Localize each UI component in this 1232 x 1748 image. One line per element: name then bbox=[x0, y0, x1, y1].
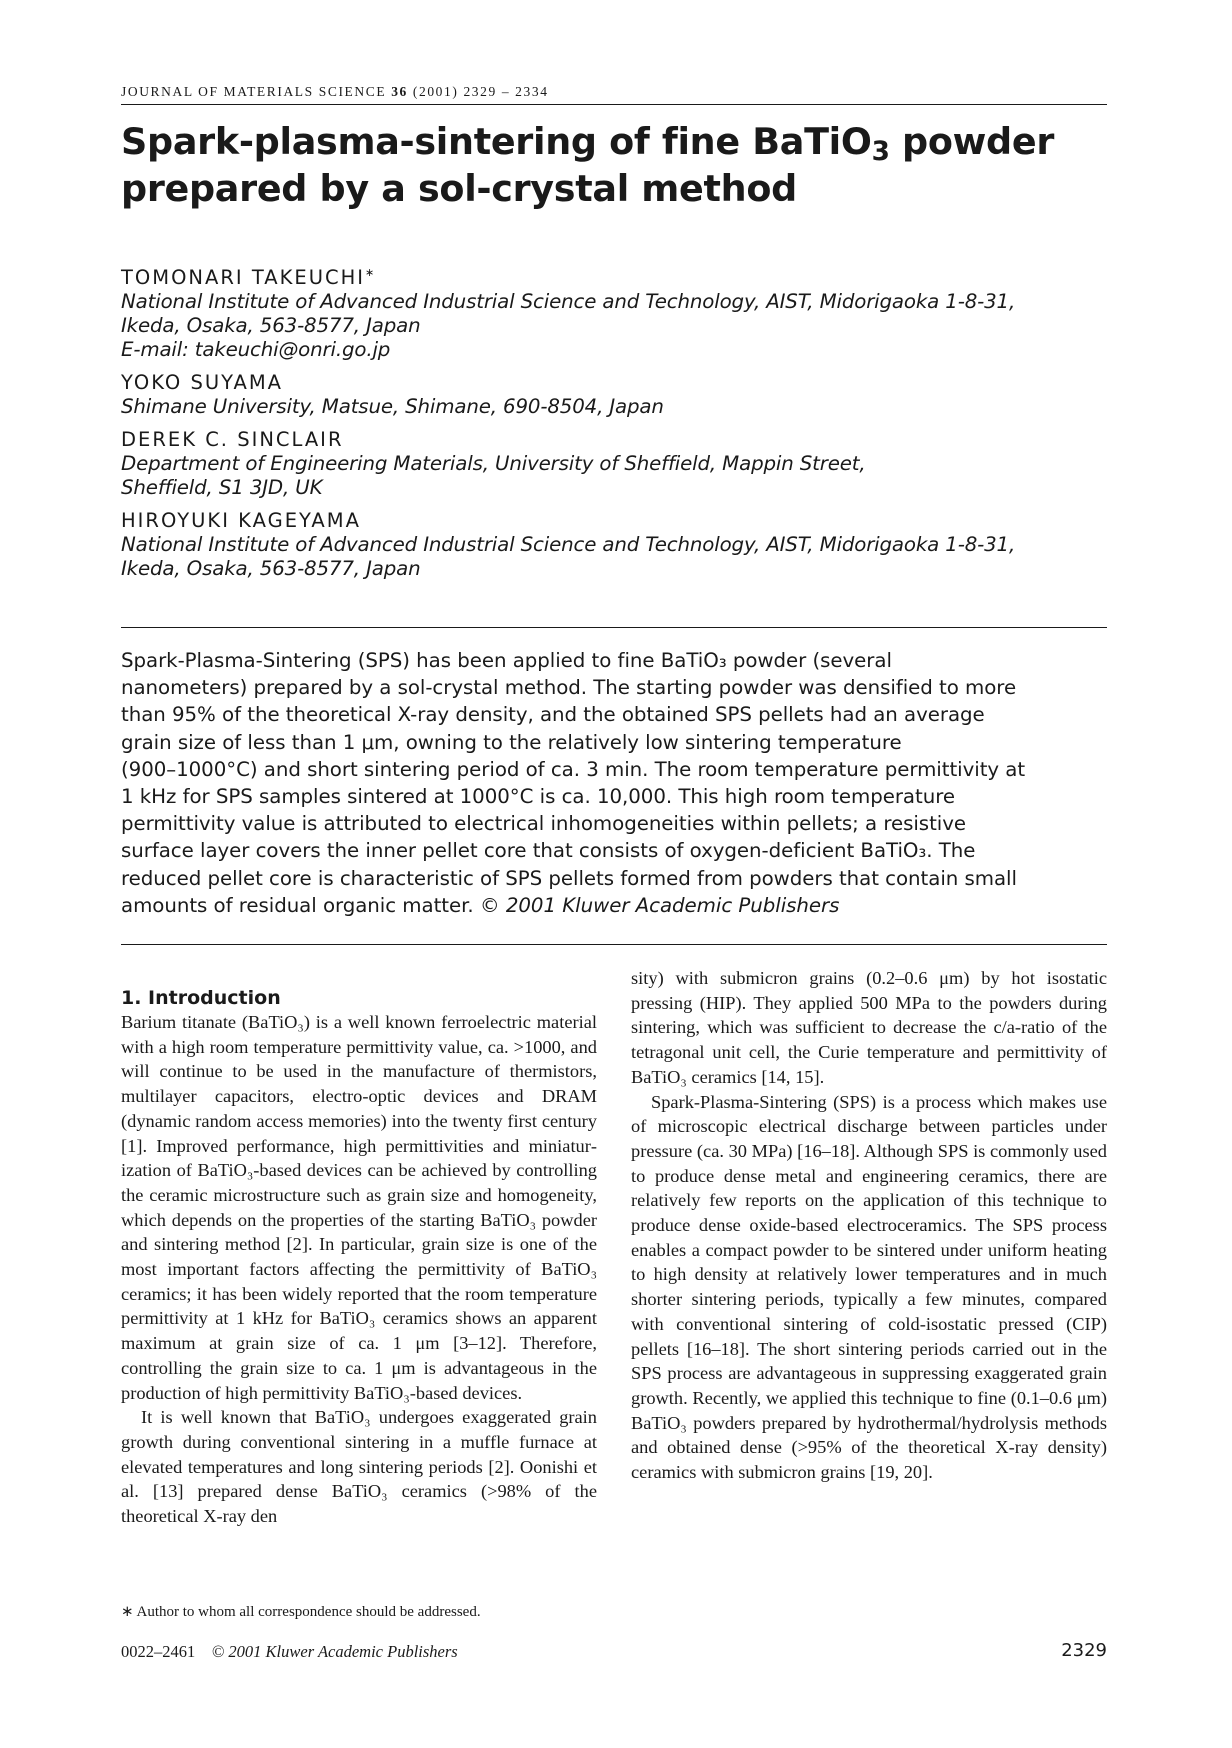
section-heading: 1. Introduction bbox=[121, 987, 281, 1009]
abstract-line: Spark-Plasma-Sintering (SPS) has been applied to fine BaTiO₃ powder (several bbox=[121, 649, 892, 672]
author-name: DEREK C. SINCLAIR bbox=[121, 428, 344, 451]
paragraph: Spark-Plasma-Sintering (SPS) is a process which makes use of microscopic electrical discharge between particles under pressure (ca. 30 MPa) [16–18]. Although SPS is commonly used to produce dense metal and engineering ceramics, there are relatively few reports on the application of this technique to produce dense oxide-based electroceramics. The SPS process enables a compact powder to be sintered under uniform heating to high density at relatively lower temperatures and in much shorter sintering periods, typically a few minutes, compared with conventional sintering of cold-isostatic pressed (CIP) pellets [16–18]. The short sintering periods carried out in the SPS process are advantageous in suppressing exaggerated grain growth. Recently, we applied this technique to fine (0.1–0.6 μm) BaTiO₃ powders prepared by hydrothermal/hydrolysis methods and obtained dense (>95% of the theoretical X-ray density) ceramics with submicron grains [19, 20]. bbox=[631, 1091, 1107, 1483]
author-affiliation: Department of Engineering Materials, University of Sheffield, Mappin Street, bbox=[121, 452, 866, 475]
journal-name: JOURNAL OF MATERIALS SCIENCE bbox=[121, 84, 387, 99]
abstract-line: permittivity value is attributed to electrical inhomogeneities within pellets; a resistive bbox=[121, 812, 966, 836]
footer-info bbox=[121, 1642, 458, 1662]
author-affiliation: Ikeda, Osaka, 563-8577, Japan bbox=[121, 314, 421, 337]
author-affiliation: Sheffield, S1 3JD, UK bbox=[121, 476, 323, 499]
abstract-top-rule bbox=[121, 627, 1107, 628]
issn: 0022–2461 bbox=[121, 1642, 196, 1661]
author-affiliation: Ikeda, Osaka, 563-8577, Japan bbox=[121, 557, 421, 580]
author-affiliation: E-mail: takeuchi@onri.go.jp bbox=[121, 338, 391, 361]
author-block bbox=[121, 371, 1111, 419]
paragraph: It is well known that BaTiO₃ undergoes exaggerated grain growth during conventional sintering in a muffle furnace at elevated temperatures and long sintering periods [2]. Oonishi et al. [13] prepared dense BaTiO₃ ceramics (>98% of the theoretical X-ray den bbox=[121, 1407, 597, 1527]
abstract-line: than 95% of the theoretical X-ray density, and the obtained SPS pellets had an average bbox=[121, 703, 985, 727]
author-block bbox=[121, 509, 1111, 581]
footnote: ∗ Author to whom all correspondence should be addressed. bbox=[121, 1604, 481, 1620]
abstract-copyright: © 2001 Kluwer Academic Publishers bbox=[479, 893, 840, 917]
abstract-bottom-rule bbox=[121, 944, 1107, 945]
paragraph: sity) with submicron grains (0.2–0.6 μm) by hot isostatic pressing (HIP). They applied 500 MPa to the powders during sintering, which was sufficient to decrease the c/a-ratio of the tetragonal unit cell, the Curie temperature and permittivity of BaTiO₃ ceramics [14, 15]. bbox=[631, 968, 1107, 1087]
running-head bbox=[121, 84, 1107, 100]
footer-copyright: © 2001 Kluwer Academic Publishers bbox=[211, 1642, 458, 1661]
author-list bbox=[121, 261, 1111, 590]
author-affiliation: Shimane University, Matsue, Shimane, 690-8504, Japan bbox=[121, 395, 664, 418]
abstract-line: nanometers) prepared by a sol-crystal method. The starting powder was densified to more bbox=[121, 676, 1017, 700]
header-rule bbox=[121, 104, 1107, 105]
author-block bbox=[121, 428, 1111, 500]
abstract-line: amounts of residual organic matter. © 2001 Kluwer Academic Publishers bbox=[121, 893, 840, 917]
abstract-line: grain size of less than 1 μm, owning to the relatively low sintering temperature bbox=[121, 730, 902, 754]
abstract-line: surface layer covers the inner pellet core that consists of oxygen-deficient BaTiO₃. The bbox=[121, 839, 976, 863]
page-number: 2329 bbox=[1061, 1640, 1107, 1661]
right-column bbox=[631, 966, 1107, 1485]
paragraph: Barium titanate (BaTiO₃) is a well known ferroelectric material with a high room temperature permittivity value, ca. >1000, and will continue to be used in the manufacture of thermistors, multilayer capacitors, electro-optic devices and DRAM (dynamic random access memories) into the twenty first century [1]. Improved performance, high permittivities and miniaturization of BaTiO₃-based devices can be achieved by controlling the ceramic microstructure such as grain size and homogeneity, which depends on the properties of the starting BaTiO₃ powder and sintering method [2]. In particular, grain size is one of the most important factors affecting the permittivity of BaTiO₃ ceramics; it has been widely reported that the room temperature permittivity at 1 kHz for BaTiO₃ ceramics shows an apparent maximum at grain size of ca. 1 μm [3–12]. Therefore, controlling the grain size to ca. 1 μm is advantageous in the production of high permittivity BaTiO₃-based devices. bbox=[121, 1012, 597, 1403]
author-affiliation: National Institute of Advanced Industrial Science and Technology, AIST, Midorigaoka 1-8-31, bbox=[121, 290, 1016, 313]
author-name: YOKO SUYAMA bbox=[121, 371, 284, 394]
left-column bbox=[121, 986, 597, 1529]
journal-volume: 36 bbox=[391, 84, 408, 99]
corresponding-author-mark: ∗ bbox=[365, 266, 377, 279]
author-block bbox=[121, 261, 1111, 362]
author-name: TOMONARI TAKEUCHI∗ bbox=[121, 266, 377, 289]
abstract-line: (900–1000°C) and short sintering period of ca. 3 min. The room temperature permittivity at bbox=[121, 757, 1026, 781]
abstract bbox=[121, 647, 1111, 919]
abstract-line: 1 kHz for SPS samples sintered at 1000°C is ca. 10,000. This high room temperature bbox=[121, 785, 955, 809]
author-affiliation: National Institute of Advanced Industrial Science and Technology, AIST, Midorigaoka 1-8-31, bbox=[121, 533, 1016, 556]
author-name: HIROYUKI KAGEYAMA bbox=[121, 509, 361, 532]
journal-year-pages: (2001) 2329 – 2334 bbox=[412, 84, 549, 99]
abstract-line: reduced pellet core is characteristic of SPS pellets formed from powders that contain small bbox=[121, 866, 1017, 890]
paper-title: Spark-plasma-sintering of fine BaTiO$_3$ powder prepared by a sol-crystal method bbox=[121, 120, 1055, 210]
